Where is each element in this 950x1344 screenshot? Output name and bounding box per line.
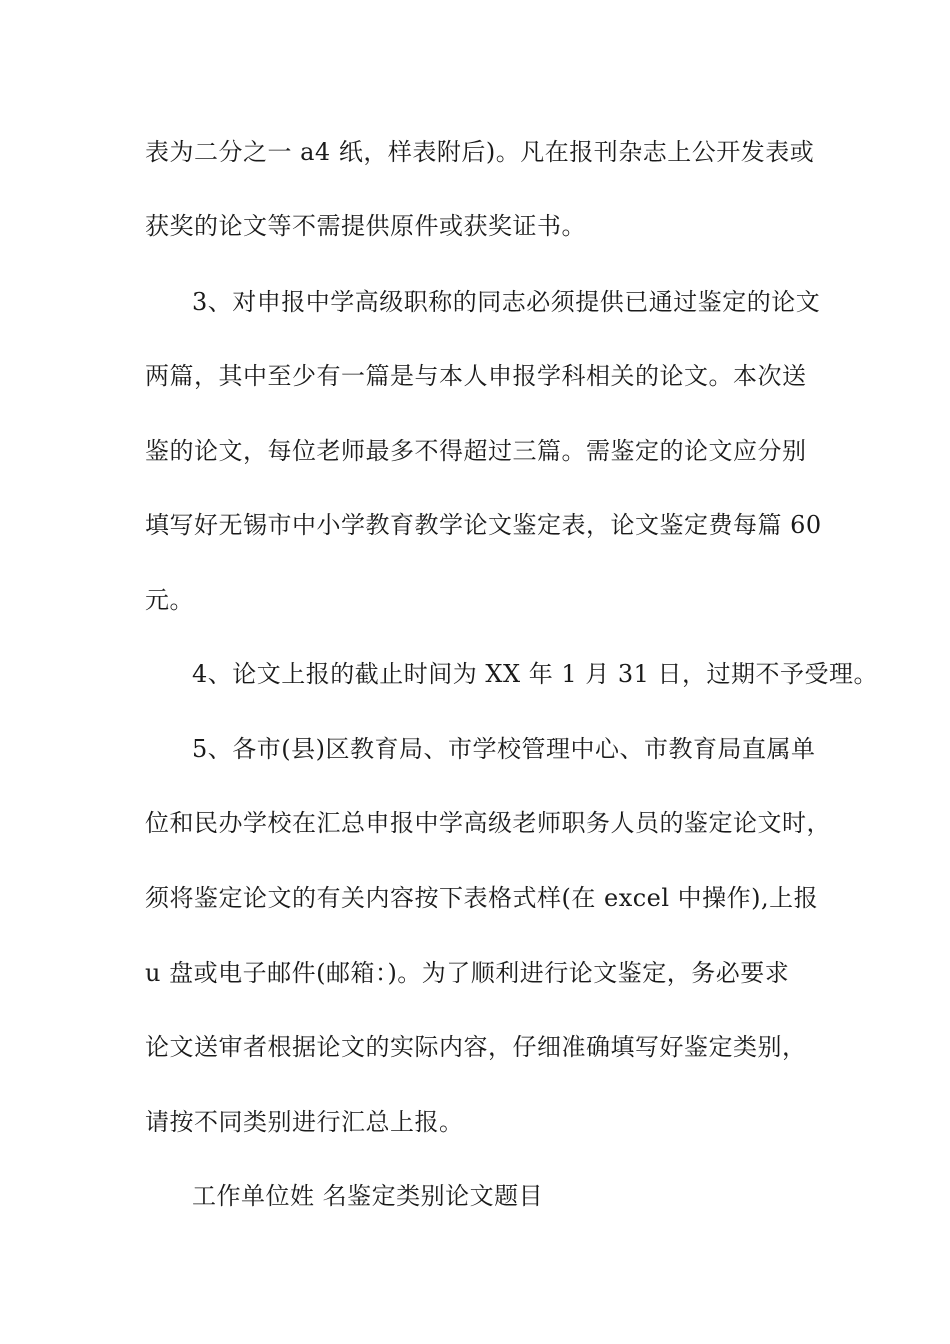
table-header-line: 工作单位姓 名鉴定类别论文题目 <box>192 1182 544 1210</box>
text-line-8: 4、论文上报的截止时间为 XX 年 1 月 31 日，过期不予受理。 <box>192 660 879 688</box>
text-line-5: 鉴的论文，每位老师最多不得超过三篇。需鉴定的论文应分别 <box>145 437 807 465</box>
text-line-6: 填写好无锡市中小学教育教学论文鉴定表，论文鉴定费每篇 60 <box>145 511 822 539</box>
text-line-11: 须将鉴定论文的有关内容按下表格式样(在 excel 中操作),上报 <box>145 884 819 912</box>
text-line-9: 5、各市(县)区教育局、市学校管理中心、市教育局直属单 <box>192 735 816 763</box>
text-line-4: 两篇，其中至少有一篇是与本人申报学科相关的论文。本次送 <box>145 362 807 390</box>
text-line-10: 位和民办学校在汇总申报中学高级老师职务人员的鉴定论文时， <box>145 809 831 837</box>
text-line-14: 请按不同类别进行汇总上报。 <box>145 1108 464 1136</box>
text-line-1: 表为二分之一 a4 纸，样表附后)。凡在报刊杂志上公开发表或 <box>145 138 815 166</box>
text-line-12: u 盘或电子邮件(邮箱：)。为了顺利进行论文鉴定，务必要求 <box>145 959 790 987</box>
text-line-7: 元。 <box>145 586 194 614</box>
text-line-13: 论文送审者根据论文的实际内容，仔细准确填写好鉴定类别， <box>145 1033 807 1061</box>
text-line-2: 获奖的论文等不需提供原件或获奖证书。 <box>145 212 586 240</box>
text-line-3: 3、对申报中学高级职称的同志必须提供已通过鉴定的论文 <box>192 288 821 316</box>
